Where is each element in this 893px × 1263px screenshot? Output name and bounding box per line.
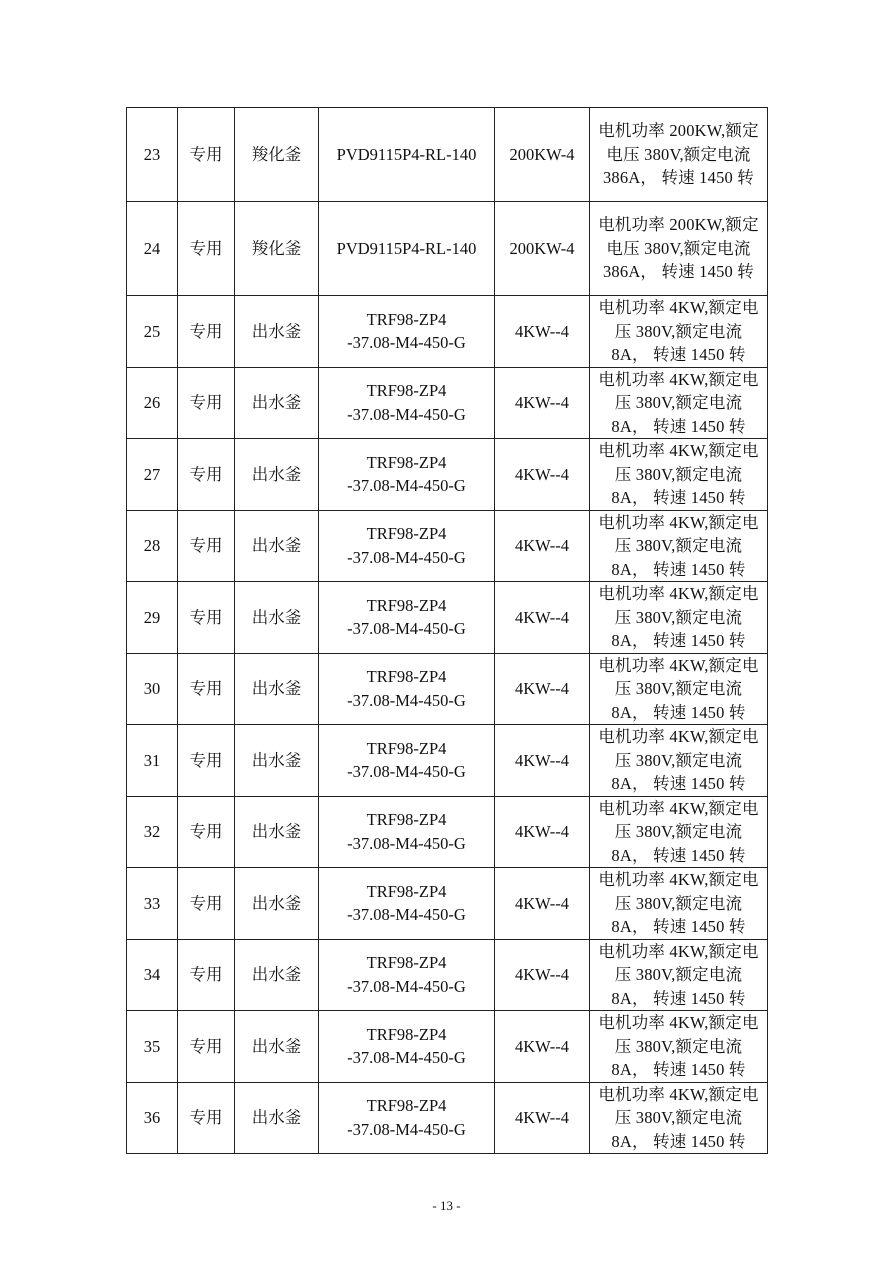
- cell-model: [319, 796, 495, 868]
- equipment-table: [126, 107, 768, 1154]
- cell-equipment-name: 出水釜: [235, 725, 319, 797]
- cell-number: 27: [127, 439, 178, 511]
- cell-number: 31: [127, 725, 178, 797]
- cell-number: 29: [127, 582, 178, 654]
- cell-power: 4KW--4: [495, 582, 590, 654]
- cell-equipment-name: 出水釜: [235, 1082, 319, 1154]
- model-line: PVD9115P4-RL-140: [336, 144, 477, 164]
- model-line: -37.08-M4-450-G: [347, 762, 466, 782]
- cell-number: 32: [127, 796, 178, 868]
- model-line: TRF98-ZP4: [366, 1096, 447, 1116]
- model-line: TRF98-ZP4: [366, 381, 447, 401]
- table-row: [127, 582, 768, 654]
- table-row: [127, 653, 768, 725]
- cell-type: 专用: [178, 1082, 235, 1154]
- model-line: TRF98-ZP4: [366, 738, 447, 758]
- model-line: TRF98-ZP4: [366, 953, 447, 973]
- cell-model: [319, 296, 495, 368]
- equipment-table-body: [127, 108, 768, 1154]
- cell-model: [319, 439, 495, 511]
- cell-power: 200KW-4: [495, 108, 590, 202]
- cell-power: 4KW--4: [495, 796, 590, 868]
- cell-description: 电机功率 4KW,额定电压 380V,额定电流 8A， 转速 1450 转: [590, 1082, 768, 1154]
- cell-number: 34: [127, 939, 178, 1011]
- cell-power: 4KW--4: [495, 1082, 590, 1154]
- page-number: - 13 -: [432, 1198, 461, 1213]
- cell-description: 电机功率 200KW,额定电压 380V,额定电流 386A， 转速 1450 转: [590, 108, 768, 202]
- model-line: -37.08-M4-450-G: [347, 833, 466, 853]
- model-line: TRF98-ZP4: [366, 452, 447, 472]
- cell-model: [319, 653, 495, 725]
- cell-number: 25: [127, 296, 178, 368]
- cell-number: 30: [127, 653, 178, 725]
- cell-description: 电机功率 4KW,额定电压 380V,额定电流 8A， 转速 1450 转: [590, 367, 768, 439]
- model-line: TRF98-ZP4: [366, 810, 447, 830]
- model-line: -37.08-M4-450-G: [347, 690, 466, 710]
- cell-description: 电机功率 4KW,额定电压 380V,额定电流 8A， 转速 1450 转: [590, 653, 768, 725]
- cell-equipment-name: 出水釜: [235, 653, 319, 725]
- cell-power: 4KW--4: [495, 1011, 590, 1083]
- table-row: [127, 939, 768, 1011]
- cell-type: 专用: [178, 1011, 235, 1083]
- table-row: [127, 108, 768, 202]
- cell-model: [319, 108, 495, 202]
- cell-number: 36: [127, 1082, 178, 1154]
- cell-model: [319, 868, 495, 940]
- model-line: -37.08-M4-450-G: [347, 1048, 466, 1068]
- cell-power: 4KW--4: [495, 868, 590, 940]
- cell-equipment-name: 羧化釜: [235, 108, 319, 202]
- cell-equipment-name: 出水釜: [235, 1011, 319, 1083]
- model-line: TRF98-ZP4: [366, 524, 447, 544]
- cell-type: 专用: [178, 725, 235, 797]
- cell-power: 4KW--4: [495, 510, 590, 582]
- table-row: [127, 367, 768, 439]
- table-row: [127, 1082, 768, 1154]
- table-row: [127, 510, 768, 582]
- cell-equipment-name: 出水釜: [235, 367, 319, 439]
- cell-model: [319, 1082, 495, 1154]
- cell-type: 专用: [178, 108, 235, 202]
- cell-description: 电机功率 200KW,额定电压 380V,额定电流 386A， 转速 1450 转: [590, 202, 768, 296]
- cell-equipment-name: 出水釜: [235, 296, 319, 368]
- cell-power: 4KW--4: [495, 367, 590, 439]
- cell-description: 电机功率 4KW,额定电压 380V,额定电流 8A， 转速 1450 转: [590, 510, 768, 582]
- cell-model: [319, 510, 495, 582]
- model-line: TRF98-ZP4: [366, 595, 447, 615]
- cell-equipment-name: 出水釜: [235, 510, 319, 582]
- model-line: TRF98-ZP4: [366, 1024, 447, 1044]
- table-row: [127, 202, 768, 296]
- cell-description: 电机功率 4KW,额定电压 380V,额定电流 8A， 转速 1450 转: [590, 582, 768, 654]
- cell-equipment-name: 出水釜: [235, 939, 319, 1011]
- cell-number: 23: [127, 108, 178, 202]
- model-line: -37.08-M4-450-G: [347, 476, 466, 496]
- model-line: -37.08-M4-450-G: [347, 404, 466, 424]
- model-line: PVD9115P4-RL-140: [336, 238, 477, 258]
- cell-type: 专用: [178, 510, 235, 582]
- cell-description: 电机功率 4KW,额定电压 380V,额定电流 8A， 转速 1450 转: [590, 939, 768, 1011]
- cell-description: 电机功率 4KW,额定电压 380V,额定电流 8A， 转速 1450 转: [590, 796, 768, 868]
- model-line: -37.08-M4-450-G: [347, 1119, 466, 1139]
- cell-type: 专用: [178, 202, 235, 296]
- cell-type: 专用: [178, 582, 235, 654]
- cell-description: 电机功率 4KW,额定电压 380V,额定电流 8A， 转速 1450 转: [590, 725, 768, 797]
- cell-number: 33: [127, 868, 178, 940]
- cell-number: 35: [127, 1011, 178, 1083]
- cell-type: 专用: [178, 439, 235, 511]
- model-line: -37.08-M4-450-G: [347, 547, 466, 567]
- model-line: TRF98-ZP4: [366, 881, 447, 901]
- cell-model: [319, 202, 495, 296]
- cell-model: [319, 939, 495, 1011]
- table-row: [127, 725, 768, 797]
- table-row: [127, 439, 768, 511]
- cell-type: 专用: [178, 796, 235, 868]
- cell-power: 4KW--4: [495, 653, 590, 725]
- table-row: [127, 296, 768, 368]
- cell-type: 专用: [178, 296, 235, 368]
- cell-description: 电机功率 4KW,额定电压 380V,额定电流 8A， 转速 1450 转: [590, 868, 768, 940]
- cell-equipment-name: 羧化釜: [235, 202, 319, 296]
- cell-model: [319, 725, 495, 797]
- cell-type: 专用: [178, 868, 235, 940]
- cell-type: 专用: [178, 653, 235, 725]
- cell-equipment-name: 出水釜: [235, 582, 319, 654]
- model-line: TRF98-ZP4: [366, 309, 447, 329]
- table-row: [127, 868, 768, 940]
- cell-description: 电机功率 4KW,额定电压 380V,额定电流 8A， 转速 1450 转: [590, 1011, 768, 1083]
- model-line: -37.08-M4-450-G: [347, 976, 466, 996]
- cell-power: 4KW--4: [495, 296, 590, 368]
- cell-power: 4KW--4: [495, 439, 590, 511]
- cell-description: 电机功率 4KW,额定电压 380V,额定电流 8A， 转速 1450 转: [590, 296, 768, 368]
- cell-power: 4KW--4: [495, 939, 590, 1011]
- table-row: [127, 796, 768, 868]
- model-line: -37.08-M4-450-G: [347, 619, 466, 639]
- model-line: -37.08-M4-450-G: [347, 333, 466, 353]
- cell-equipment-name: 出水釜: [235, 439, 319, 511]
- cell-model: [319, 367, 495, 439]
- cell-number: 28: [127, 510, 178, 582]
- cell-number: 24: [127, 202, 178, 296]
- cell-equipment-name: 出水釜: [235, 868, 319, 940]
- model-line: TRF98-ZP4: [366, 667, 447, 687]
- cell-description: 电机功率 4KW,额定电压 380V,额定电流 8A， 转速 1450 转: [590, 439, 768, 511]
- cell-type: 专用: [178, 367, 235, 439]
- cell-power: 4KW--4: [495, 725, 590, 797]
- cell-number: 26: [127, 367, 178, 439]
- cell-model: [319, 1011, 495, 1083]
- cell-type: 专用: [178, 939, 235, 1011]
- cell-model: [319, 582, 495, 654]
- table-row: [127, 1011, 768, 1083]
- cell-power: 200KW-4: [495, 202, 590, 296]
- model-line: -37.08-M4-450-G: [347, 905, 466, 925]
- cell-equipment-name: 出水釜: [235, 796, 319, 868]
